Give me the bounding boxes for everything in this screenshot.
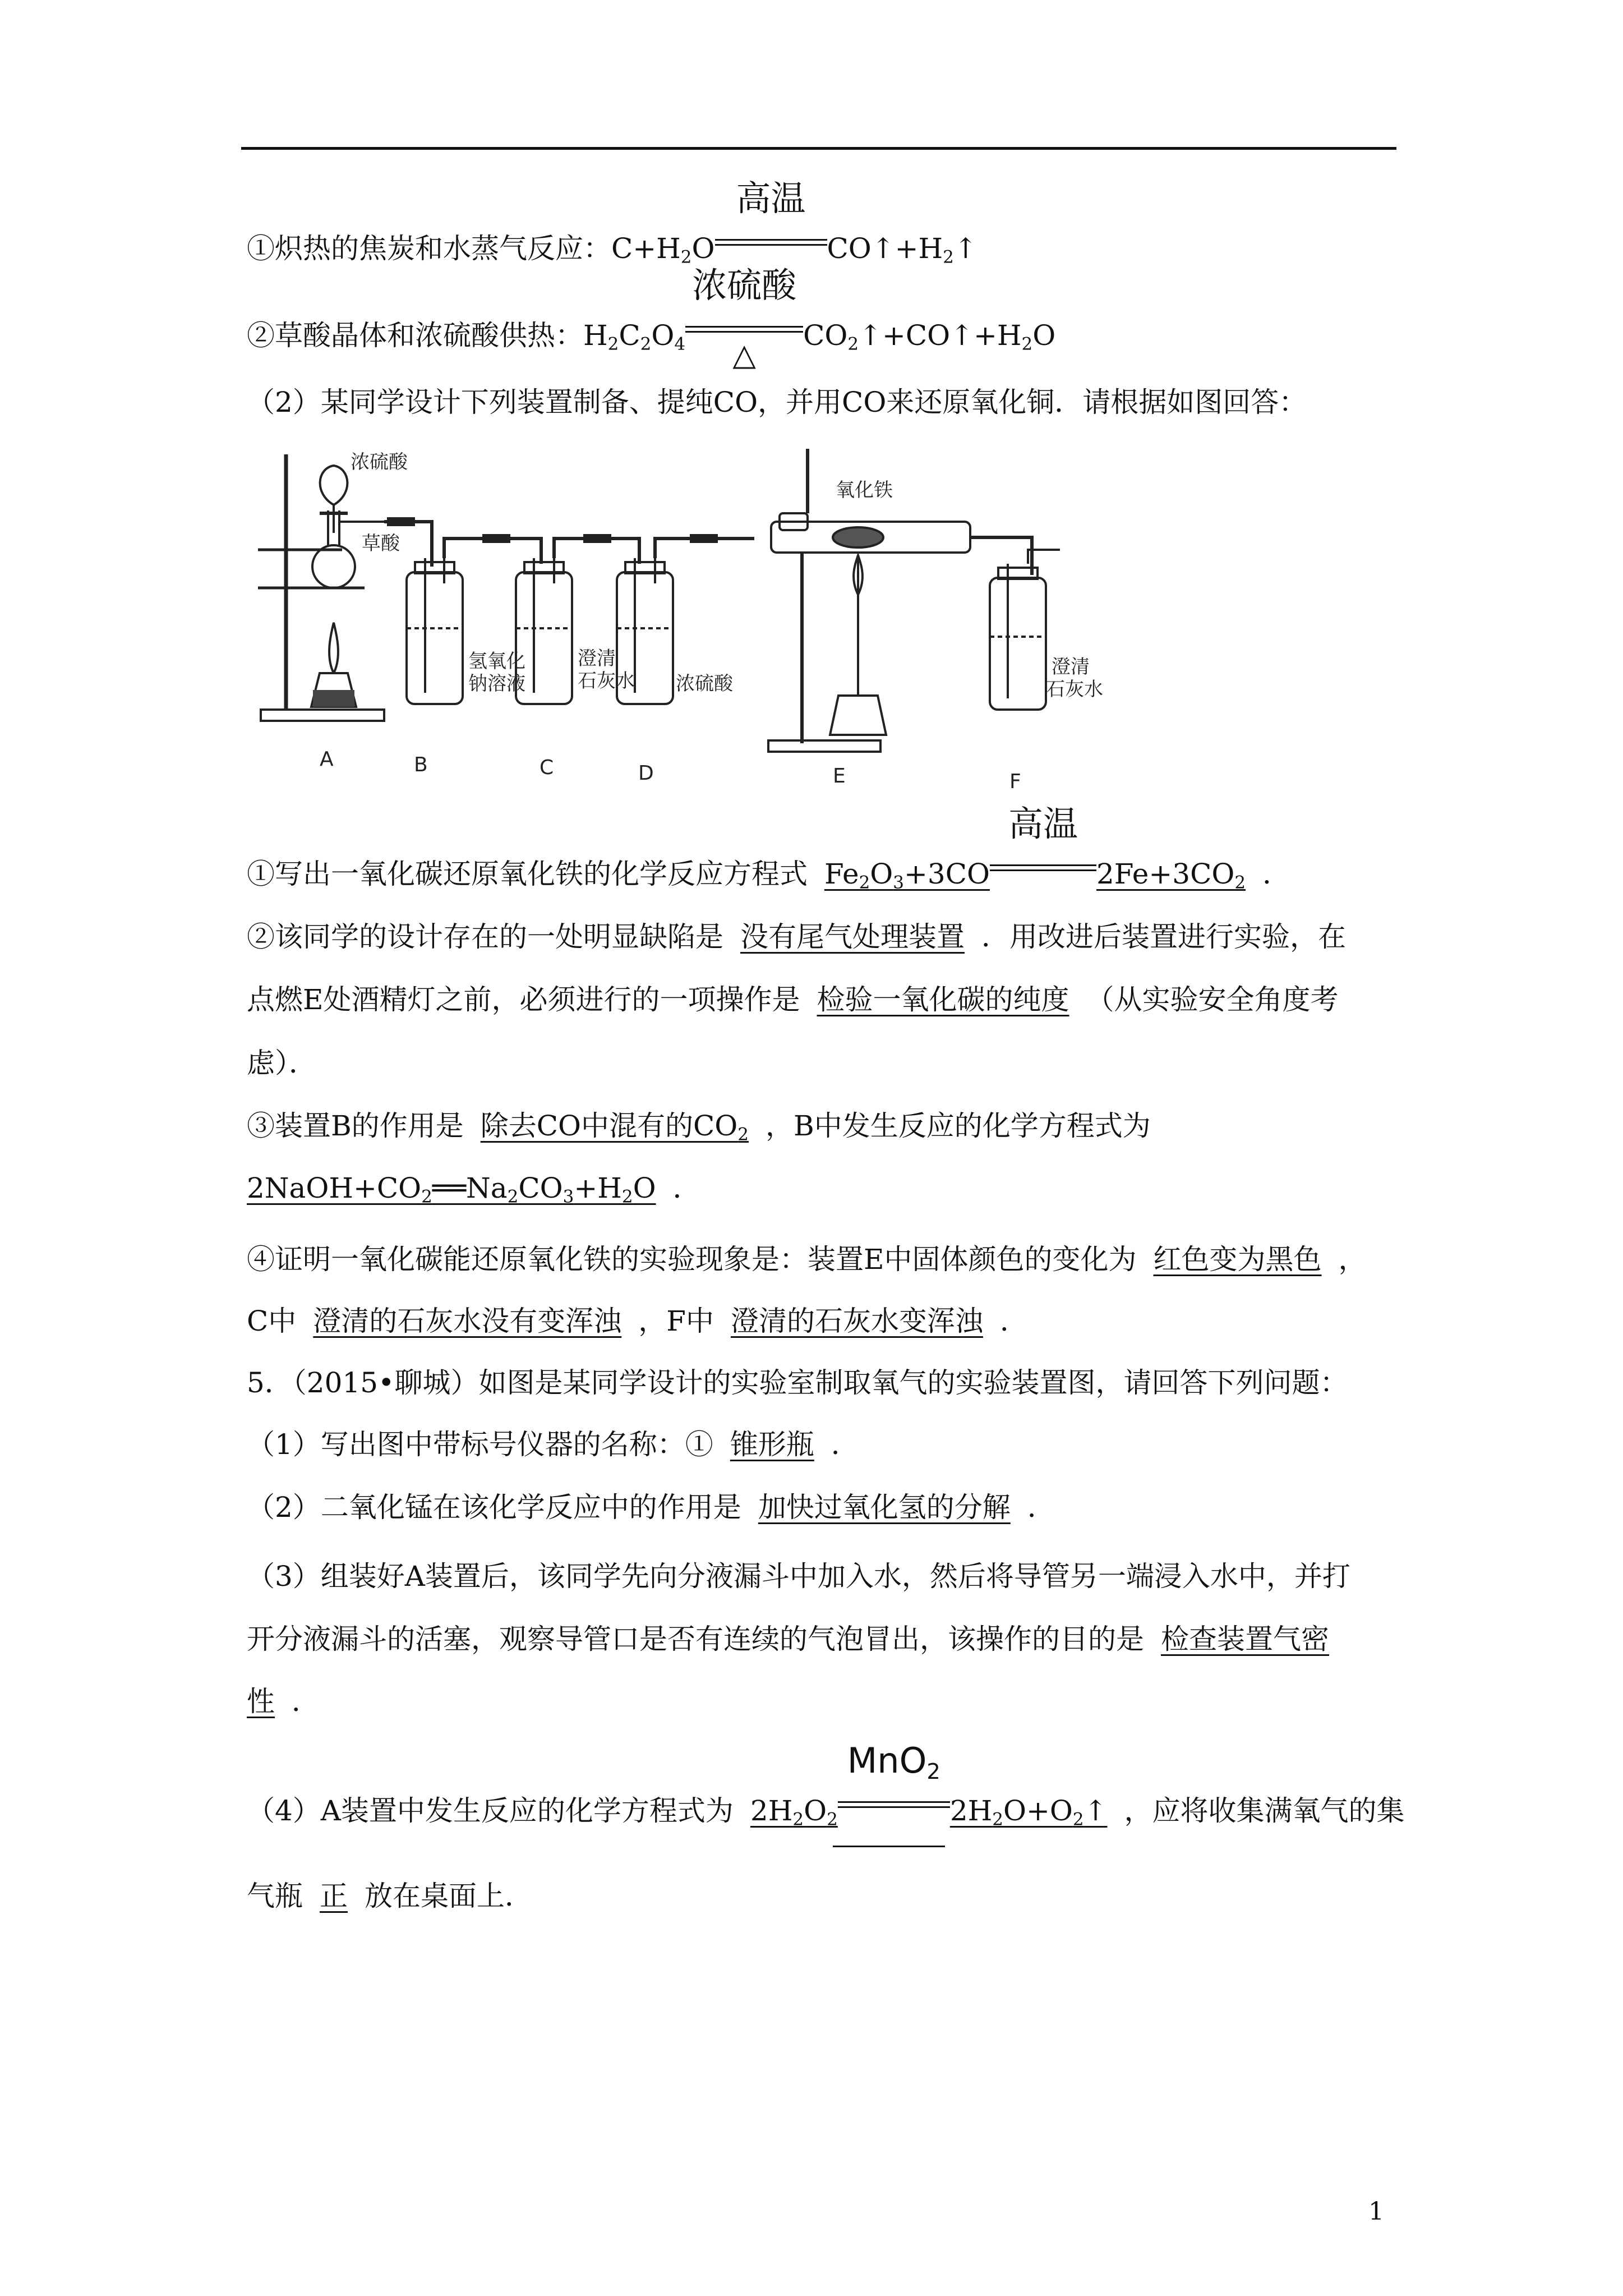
eq-text: 2H xyxy=(750,1795,793,1827)
answer-text: 除去CO中混有的CO xyxy=(480,1110,738,1142)
answer-blank: 红色变为黑色 xyxy=(1153,1243,1322,1276)
eq-text: O+O xyxy=(1003,1795,1073,1827)
equal-bars xyxy=(838,1801,950,1808)
bottle-body xyxy=(407,572,463,704)
text: ． xyxy=(999,1305,1028,1337)
subscript: 2 xyxy=(1072,1809,1084,1830)
catalyst: MnO xyxy=(847,1740,927,1781)
question-5-3-line2 xyxy=(247,1619,1396,1659)
eq-text: +3CO xyxy=(904,858,990,890)
label-conc-acid-d: 浓硫酸 xyxy=(676,673,733,695)
equation-1 xyxy=(247,178,1396,268)
text: ，F中 xyxy=(638,1305,714,1337)
subscript: 2 xyxy=(926,1759,940,1784)
text: （4）A装置中发生反应的化学方程式为 xyxy=(247,1795,734,1827)
equal-bars xyxy=(715,239,827,246)
label-oxalic-acid: 草酸 xyxy=(362,532,400,555)
text: ， xyxy=(1338,1243,1367,1276)
text: ，B中发生反应的化学方程式为 xyxy=(765,1110,1151,1142)
question-4-2-4-line2 xyxy=(247,1301,1396,1341)
answer-equation xyxy=(1096,858,1262,893)
subscript: 2 xyxy=(607,334,619,355)
reaction-condition xyxy=(990,803,1096,884)
label-limewater-f-2: 石灰水 xyxy=(1046,678,1103,701)
condition-text: 浓硫酸 xyxy=(692,265,797,306)
condition-text xyxy=(838,1740,950,1784)
iron-oxide xyxy=(833,527,883,547)
eq1-product: CO↑+H xyxy=(827,232,943,265)
question-5-1 xyxy=(247,1425,1396,1464)
text: ④证明一氧化碳能还原氧化铁的实验现象是：装置E中固体颜色的变化为 xyxy=(247,1243,1137,1276)
label-d: D xyxy=(638,762,654,785)
question-5-4 xyxy=(247,1740,1405,1830)
subscript: 2 xyxy=(640,334,652,355)
apparatus-a xyxy=(258,454,384,721)
subscript: 2 xyxy=(847,334,859,355)
text: ①写出一氧化碳还原氧化铁的化学反应方程式 xyxy=(247,858,808,890)
separatory-funnel xyxy=(320,466,348,505)
text: C中 xyxy=(247,1305,297,1337)
question-4-2-2-line3: 虑）． xyxy=(247,1047,317,1079)
eq-text: CO xyxy=(518,1172,563,1204)
answer-blank: 检验一氧化碳的纯度 xyxy=(817,983,1069,1016)
answer-equation xyxy=(734,1795,838,1830)
answer-blank: 没有尾气处理装置 xyxy=(740,921,965,953)
answer-blank: 检查装置气密 xyxy=(1161,1623,1329,1655)
text: （从实验安全角度考 xyxy=(1086,983,1339,1016)
answer-blank: 澄清的石灰水没有变浑浊 xyxy=(313,1305,622,1337)
lamp-fuel xyxy=(313,690,354,707)
label-conc-acid-top: 浓硫酸 xyxy=(351,451,408,473)
eq2-text: O xyxy=(1032,319,1056,352)
eq1-prefix: ①炽热的焦炭和水蒸气反应：C+H xyxy=(247,232,681,265)
rubber-joint xyxy=(387,517,415,526)
answer-blank: 性 xyxy=(247,1685,275,1718)
label-naoh-2: 钠溶液 xyxy=(468,673,525,695)
label-e: E xyxy=(833,765,846,788)
answer-equation xyxy=(808,858,990,893)
reaction-condition xyxy=(715,178,827,258)
label-limewater-f-1: 澄清 xyxy=(1052,656,1090,678)
text: 点燃E处酒精灯之前，必须进行的一项操作是 xyxy=(247,983,800,1016)
eq2-text: C xyxy=(619,319,640,352)
eq-text: O xyxy=(633,1172,656,1204)
answer-blank xyxy=(464,1110,766,1145)
label-c: C xyxy=(540,756,554,779)
label-a: A xyxy=(320,748,334,771)
bottle-body xyxy=(990,578,1046,710)
condition-text: 高温 xyxy=(1008,803,1078,844)
equal-bars xyxy=(990,864,1096,871)
rubber-joint xyxy=(482,534,510,543)
question-4-2-2-line2 xyxy=(247,980,1396,1019)
answer-blank: 正 xyxy=(320,1880,348,1912)
text: ②该同学的设计存在的一处明显缺陷是 xyxy=(247,921,723,953)
condition-text: 高温 xyxy=(736,178,806,219)
reaction-condition xyxy=(685,265,803,372)
rubber-joint xyxy=(583,534,611,543)
question-5-3-line3 xyxy=(247,1682,1396,1721)
header-rule xyxy=(241,147,1396,150)
text: ． xyxy=(672,1172,701,1204)
e-stand-base xyxy=(768,740,880,752)
subscript: 4 xyxy=(674,334,686,355)
eq-text: 2NaOH+CO xyxy=(247,1172,422,1204)
rubber-joint xyxy=(690,534,718,543)
question-5-3-line1: （3）组装好A装置后，该同学先向分液漏斗中加入水，然后将导管另一端浸入水中，并打 xyxy=(247,1560,1350,1593)
reaction-condition xyxy=(838,1740,950,1820)
subscript: 2 xyxy=(1021,334,1033,355)
question-4-2-1 xyxy=(247,803,1396,894)
bottle-b xyxy=(407,558,463,704)
eq-text: +H xyxy=(574,1172,622,1204)
text: ，应将收集满氧气的集 xyxy=(1124,1795,1405,1827)
tube-e-f xyxy=(970,537,1032,575)
question-5-2 xyxy=(247,1488,1396,1527)
alcohol-lamp-e xyxy=(830,696,886,735)
subscript: 2 xyxy=(992,1809,1003,1830)
label-limewater-c-2: 石灰水 xyxy=(578,670,635,692)
subscript: 2 xyxy=(1234,872,1246,893)
answer-blank-start xyxy=(1151,1110,1184,1142)
subscript: 3 xyxy=(562,1186,574,1207)
subscript: 2 xyxy=(859,872,870,893)
answer-equation xyxy=(247,1172,673,1207)
text: ． xyxy=(1262,858,1291,890)
subscript: 3 xyxy=(893,872,905,893)
question-5-5 xyxy=(247,1876,1396,1916)
flask-bulb xyxy=(312,545,355,588)
flame xyxy=(329,623,338,673)
answer-blank: 加快过氧化氢的分解 xyxy=(758,1491,1011,1524)
text: ． xyxy=(831,1428,859,1461)
text: ．用改进后装置进行实验，在 xyxy=(981,921,1346,953)
question-5-title: 5．（2015•聊城）如图是某同学设计的实验室制取氧气的实验装置图，请回答下列问题： xyxy=(247,1366,1348,1399)
subscript: 2 xyxy=(827,1809,838,1830)
question-4-2-3-line1 xyxy=(247,1106,1396,1145)
subscript: 2 xyxy=(680,247,692,268)
eq-text: ══Na xyxy=(432,1172,508,1204)
eq2-text: CO xyxy=(803,319,848,352)
label-naoh-1: 氢氧化 xyxy=(468,650,525,673)
subscript: 2 xyxy=(421,1186,432,1207)
text: 气瓶 xyxy=(247,1880,303,1912)
question-4-2-2-line1 xyxy=(247,917,1396,956)
question-4-2-4-line1 xyxy=(247,1240,1396,1279)
text: （1）写出图中带标号仪器的名称：① xyxy=(247,1428,713,1461)
text: 放在桌面上． xyxy=(365,1880,533,1912)
stand-base xyxy=(261,710,384,721)
text: （2）二氧化锰在该化学反应中的作用是 xyxy=(247,1491,741,1524)
eq-text: O xyxy=(870,858,893,890)
subscript: 2 xyxy=(507,1186,519,1207)
answer-blank: 锥形瓶 xyxy=(730,1428,814,1461)
page-number: 1 xyxy=(1368,2197,1384,2226)
label-f: F xyxy=(1009,770,1021,793)
text: ． xyxy=(292,1685,320,1718)
eq1-tail: ↑ xyxy=(953,232,978,265)
eq-text: O xyxy=(804,1795,827,1827)
eq-text: 2Fe+3CO xyxy=(1096,858,1235,890)
apparatus-diagram xyxy=(247,443,1103,808)
label-iron-oxide: 氧化铁 xyxy=(836,479,893,501)
eq1-h2o-tail: O xyxy=(691,232,715,265)
subscript: 2 xyxy=(621,1186,633,1207)
eq2-prefix: ②草酸晶体和浓硫酸供热：H xyxy=(247,319,608,352)
equal-bars xyxy=(685,326,803,333)
part2-intro: （2）某同学设计下列装置制备、提纯CO，并用CO来还原氧化铜．请根据如图回答： xyxy=(247,386,1307,418)
equation-2 xyxy=(247,265,1396,372)
label-limewater-c-1: 澄清 xyxy=(578,647,616,670)
eq-text: 2H xyxy=(949,1795,993,1827)
answer-equation xyxy=(949,1795,1124,1830)
text: ③装置B的作用是 xyxy=(247,1110,464,1142)
answer-underline-continuation xyxy=(833,1846,945,1847)
eq2-text: ↑+CO↑+H xyxy=(859,319,1022,352)
subscript: 2 xyxy=(737,1124,749,1145)
eq2-text: O xyxy=(651,319,675,352)
eq-text: ↑ xyxy=(1083,1795,1108,1827)
eq-text: Fe xyxy=(824,858,859,890)
subscript: 2 xyxy=(792,1809,804,1830)
answer-blank: 澄清的石灰水变浑浊 xyxy=(730,1305,983,1337)
question-4-2-3-line2 xyxy=(247,1168,1396,1208)
label-b: B xyxy=(414,753,428,776)
subscript: 2 xyxy=(943,247,954,268)
heat-symbol: △ xyxy=(732,337,756,372)
text: 开分液漏斗的活塞，观察导管口是否有连续的气泡冒出，该操作的目的是 xyxy=(247,1623,1144,1655)
text: ． xyxy=(1027,1491,1055,1524)
